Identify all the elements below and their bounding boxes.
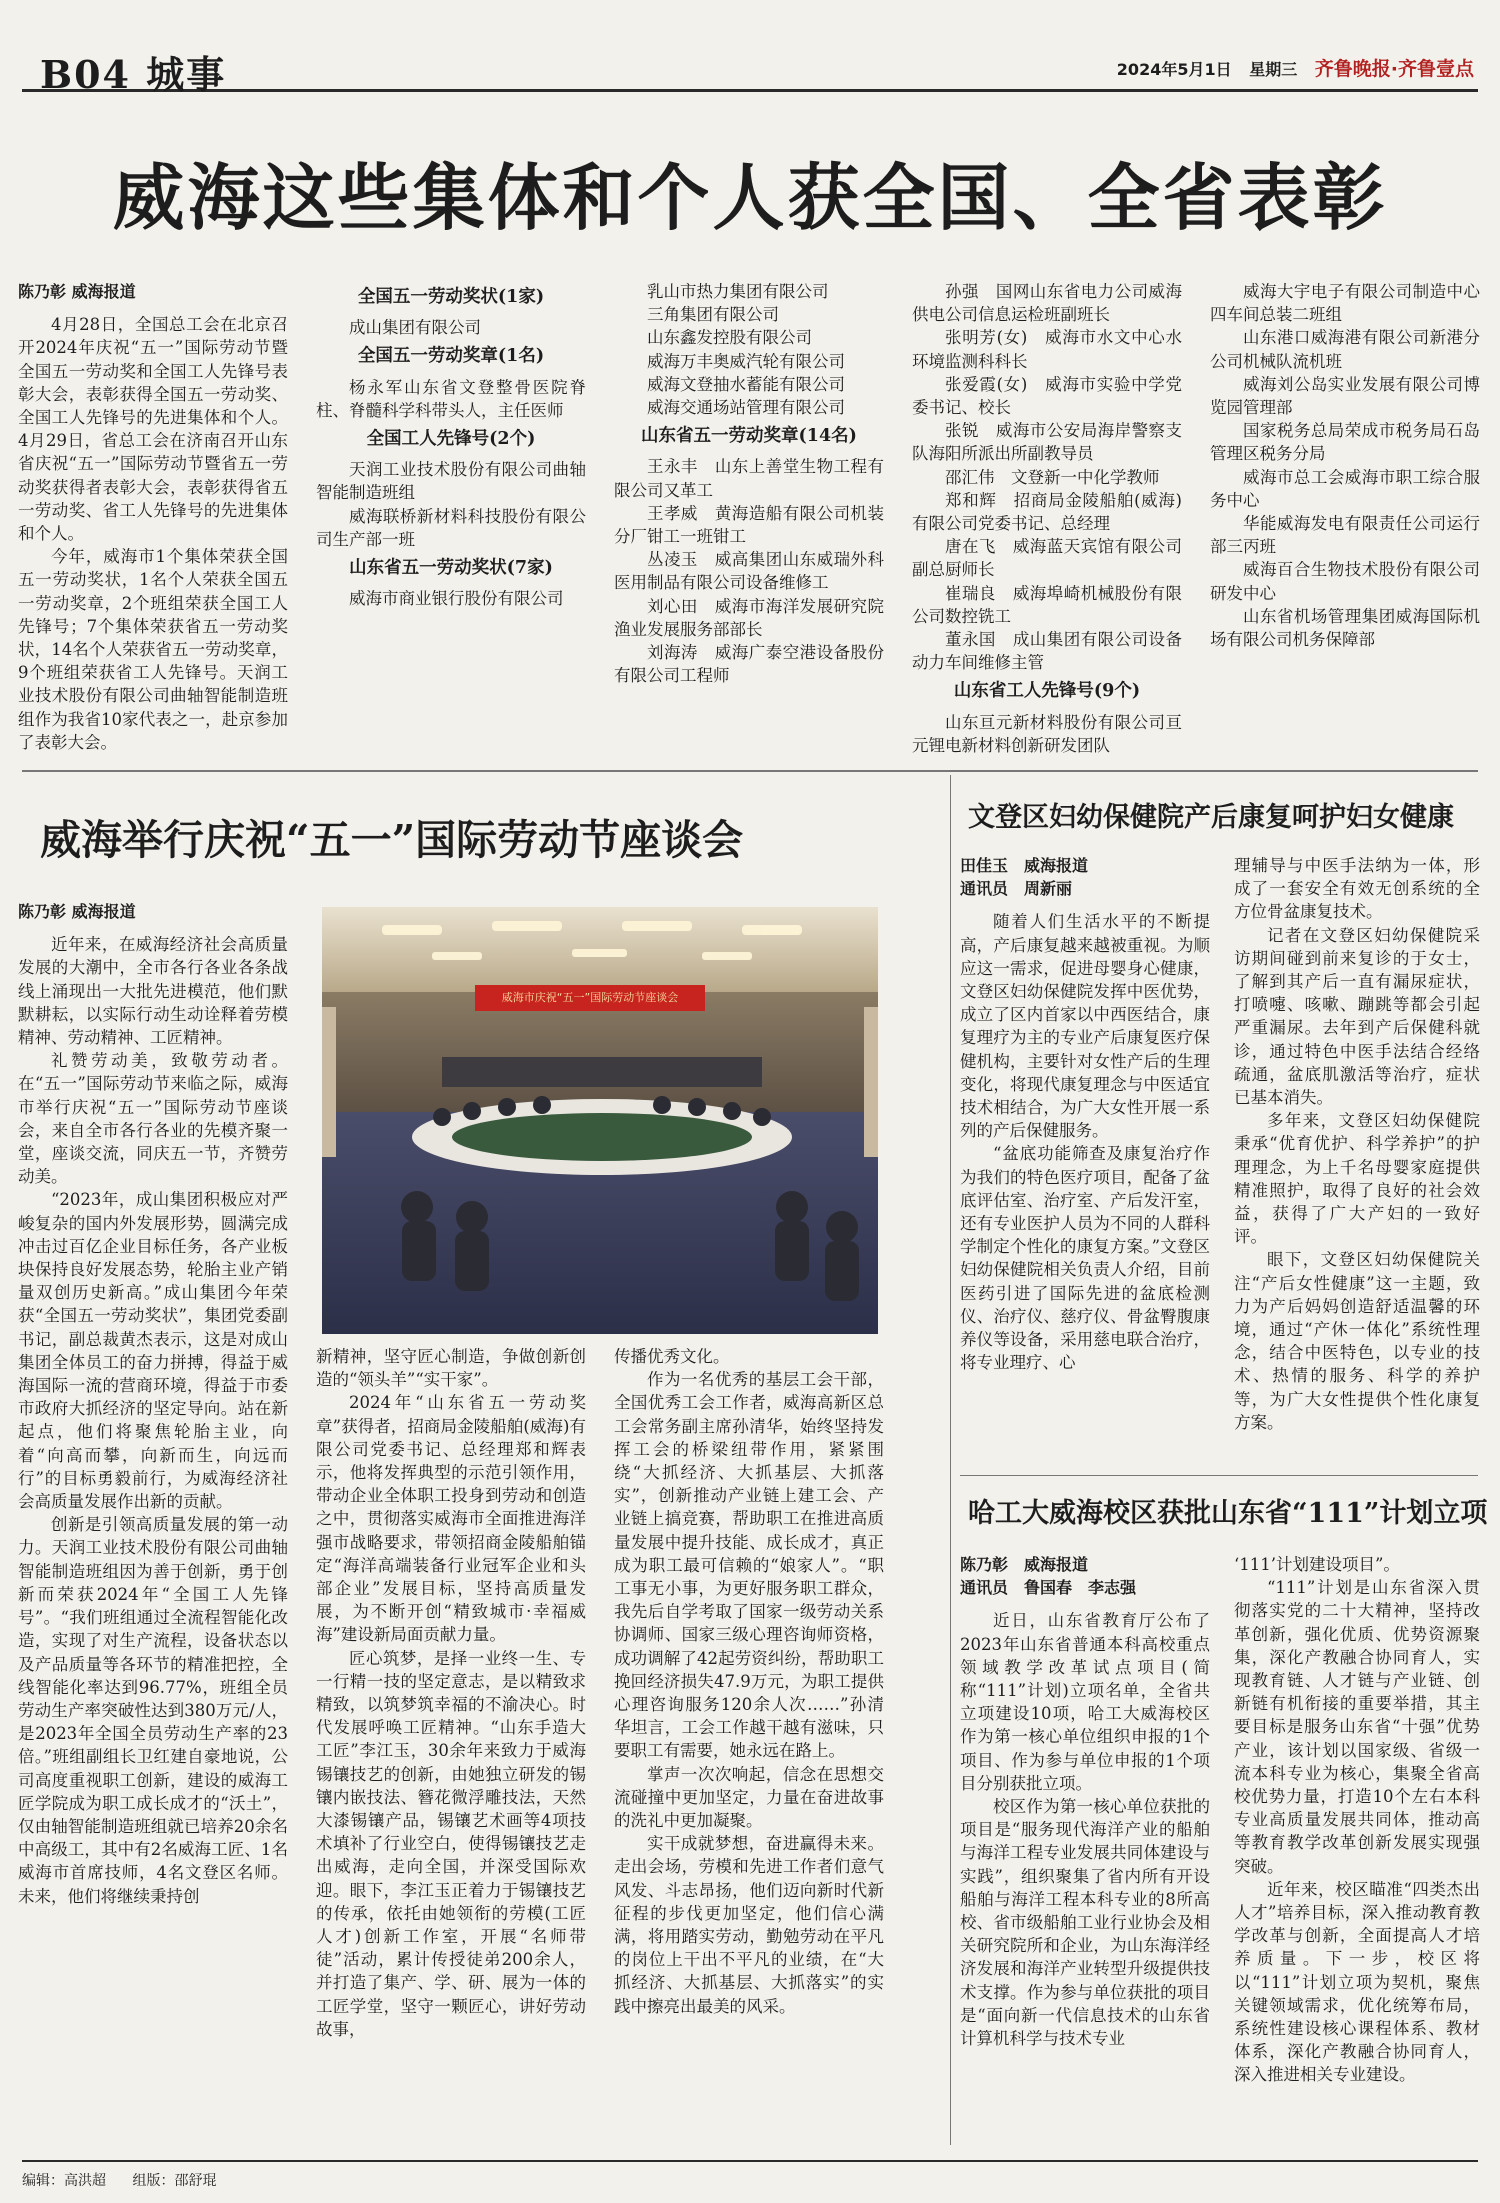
a1-byline: 陈乃彰 威海报道	[18, 282, 136, 301]
section-divider	[960, 1475, 1478, 1476]
a3-headline: 文登区妇幼保健院产后康复呵护妇女健康	[968, 802, 1454, 833]
meeting-photo-drawing	[322, 907, 878, 1334]
newspaper-logo: 齐鲁晚报·齐鲁壹点	[1314, 58, 1474, 80]
a2-paragraph: 近年来，在威海经济社会高质量发展的大潮中，全市各行各业各条战线上涌现出一大批先进模范，他们默默耕耘，以实际行动生动诠释着劳模精神、劳动精神、工匠精神。	[18, 935, 288, 1048]
a1-list-item: 威海刘公岛实业发展有限公司博览园管理部	[1210, 374, 1480, 418]
a1-list-item: 天润工业技术股份有限公司曲轴智能制造班组	[316, 460, 586, 503]
a1-list-item: 孙强 国网山东省电力公司威海供电公司信息运检班副班长	[912, 282, 1182, 325]
a1-paragraph: 今年，威海市1个集体荣获全国五一劳动奖状，1名个人荣获全国五一劳动奖章，2个班组荣获全国工人先锋号；7个集体荣获省五一劳动奖状，14名个人荣获省五一劳动奖章，9个班组荣获省工人先锋号。天润工业技术股份有限公司曲轴智能制造班组作为我省10家代表之一，赴京参加了表彰大会。	[18, 547, 288, 752]
a4-column-1	[960, 1553, 1210, 2150]
header-date-block	[1105, 54, 1474, 81]
a4-paragraph: 近日，山东省教育厅公布了2023年山东省普通本科高校重点领域教学改革试点项目(简称“111”计划)立项名单，全省共立项建设10项，哈工大威海校区作为第一核心单位组织申报的1个项目、作为参与单位申报的1个项目分别获批立项。	[960, 1611, 1210, 1793]
a1-list-item: 威海市商业银行股份有限公司	[349, 589, 564, 609]
a1-list-item: 国家税务总局荣成市税务局石岛管理区税务分局	[1210, 421, 1480, 464]
a1-list-item: 威海联桥新材料科技股份有限公司生产部一班	[316, 506, 586, 549]
footer-layout: 组版：邵舒琨	[132, 2173, 217, 2189]
a2-paragraph: 新精神，坚守匠心制造，争做创新创造的“领头羊”“实干家”。	[316, 1347, 586, 1390]
a4-paragraph: 近年来，校区瞄准“四类杰出人才”培养目标，深入推动教育教学改革与创新，全面提高人才培养质量。下一步，校区将以“111”计划立项为契机，聚焦关键领域需求，优化统筹布局，系统性建设核心课程体系、教材体系，深化产教融合协同育人，深入推进相关专业建设。	[1234, 1879, 1480, 2085]
a2-paragraph: 2024年“山东省五一劳动奖章”获得者，招商局金陵船舶(威海)有限公司党委书记、总经理郑和辉表示，他将发挥典型的示范引领作用，带动企业全体职工投身到劳动和创造之中，贯彻落实威海市全面推进海洋强市战略要求，带领招商金陵船舶锚定“海洋高端装备行业冠军企业和头部企业”发展目标，坚持高质量发展，为不断开创“精致城市·幸福威海”建设新局面贡献力量。	[316, 1393, 586, 1645]
a2-column-2	[316, 1345, 586, 2150]
a1-list-item: 华能威海发电有限责任公司运行部三丙班	[1210, 514, 1480, 557]
a2-paragraph: 匠心筑梦，是择一业终一生、专一行精一技的坚定意志，是以精致求精致，以筑梦筑幸福的不渝决心。时代发展呼唤工匠精神。“山东手造大工匠”李江玉，30余年来致力于威海锡镶技艺的创新，由她独立研发的锡镶内嵌技法、簪花微浮雕技法，天然大漆锡镶产品，锡镶艺术画等4项技术填补了行业空白，使得锡镶技艺走出威海，走向全国，并深受国际欢迎。眼下，李江玉正着力于锡镶技艺的传承，依托由她领衔的劳模(工匠人才)创新工作室，开展“名师带徒”活动，累计传授徒弟200余人，并打造了集产、学、研、展为一体的工匠学堂，坚守一颗匠心，讲好劳动故事，	[316, 1648, 586, 2039]
a1-list-item: 威海大宇电子有限公司制造中心四车间总装二班组	[1210, 282, 1480, 325]
a1-subhead: 全国工人先锋号(2个)	[366, 429, 536, 450]
a1-paragraph: 4月28日，全国总工会在北京召开2024年庆祝“五一”国际劳动节暨全国五一劳动奖和全国工人先锋号表彰大会，表彰获得全国五一劳动奖、全国工人先锋号的先进集体和个人。4月29日，省总工会在济南召开山东省庆祝“五一”国际劳动节暨省五一劳动奖获得者表彰大会，表彰获得省五一劳动奖、省工人先锋号的先进集体和个人。	[18, 315, 288, 544]
a2-paragraph: 传播优秀文化。	[614, 1347, 730, 1366]
a4-byline: 陈乃彰 威海报道	[960, 1555, 1089, 1574]
a1-column-2	[316, 280, 586, 755]
a4-headline: 哈工大威海校区获批山东省“111”计划立项	[968, 1498, 1488, 1529]
a3-column-2	[1234, 854, 1480, 1466]
a2-headline: 威海举行庆祝“五一”国际劳动节座谈会	[40, 816, 744, 864]
column-divider	[950, 775, 951, 2145]
a1-list-item: 刘心田 威海市海洋发展研究院渔业发展服务部部长	[614, 596, 884, 639]
a1-list-item: 郑和辉 招商局金陵船舶(威海)有限公司党委书记、总经理	[912, 490, 1182, 534]
issue-weekday: 星期三	[1249, 60, 1298, 79]
a1-list-item: 威海万丰奥威汽轮有限公司	[647, 351, 845, 371]
a3-paragraph: 理辅导与中医手法纳为一体，形成了一套安全有效无创系统的全方位骨盆康复技术。	[1234, 856, 1480, 922]
a1-list-item: 山东亘元新材料股份有限公司亘元锂电新材料创新研发团队	[912, 712, 1182, 755]
a4-paragraph: 校区作为第一核心单位获批的项目是“服务现代海洋产业的船舶与海洋工程专业发展共同体建设与实践”，组织聚集了省内所有开设船舶与海洋工程本科专业的8所高校、省市级船舶工业行业协会及相关研究院所和企业，为山东海洋经济发展和海洋产业转型升级提供技术支撑。作为参与单位获批的项目是“面向新一代信息技术的山东省计算机科学与技术专业	[960, 1797, 1210, 2049]
a4-byline-correspondent: 通讯员 鲁国春 李志强	[960, 1578, 1137, 1598]
a1-list-item: 威海交通场站管理有限公司	[647, 398, 845, 418]
a1-subhead: 全国五一劳动奖章(1名)	[357, 346, 545, 367]
a3-byline: 田佳玉 威海报道	[960, 856, 1089, 875]
a2-column-1	[18, 900, 288, 2150]
a1-subhead: 山东省工人先锋号(9个)	[953, 681, 1141, 702]
a3-paragraph: 记者在文登区妇幼保健院采访期间碰到前来复诊的于女士，了解到其产后一直有漏尿症状，打喷嚏、咳嗽、蹦跳等都会引起严重漏尿。去年到产后保健科就诊，通过特色中医手法结合经络疏通，盆底肌激活等治疗，症状已基本消失。	[1234, 925, 1480, 1108]
main-headline: 威海这些集体和个人获全国、全省表彰	[112, 155, 1388, 240]
a2-column-3	[614, 1345, 884, 2150]
a1-list-item: 杨永军山东省文登整骨医院脊柱、脊髓科学科带头人，主任医师	[316, 377, 586, 420]
a1-column-5	[1210, 280, 1480, 755]
a1-subhead: 全国五一劳动奖状(1家)	[357, 287, 545, 307]
footer-editor: 编辑：高洪超	[22, 2173, 106, 2189]
a3-paragraph: 多年来，文登区妇幼保健院秉承“优育优护、科学养护”的护理理念，为上千名母婴家庭提供精准照护，取得了良好的社会效益，获得了广大产妇的一致好评。	[1234, 1111, 1480, 1247]
a1-list-item: 山东省机场管理集团威海国际机场有限公司机务保障部	[1210, 606, 1480, 650]
a1-subhead: 山东省五一劳动奖状(7家)	[349, 558, 553, 579]
a3-paragraph: 随着人们生活水平的不断提高，产后康复越来越被重视。为顺应这一需求，促进母婴身心健康，文登区妇幼保健院发挥中医优势，成立了区内首家以中西医结合，康复理疗为主的专业产后康复医疗保健机构，主要针对女性产后的生理变化，将现代康复理念与中医适宜技术相结合，为广大女性开展一系列的产后保健服务。	[960, 912, 1210, 1141]
photo-banner: 威海市庆祝“五一”国际劳动节座谈会	[475, 985, 705, 1011]
a1-list-item: 刘海涛 威海广泰空港设备股份有限公司工程师	[614, 643, 884, 686]
issue-date: 2024年5月1日	[1116, 60, 1232, 79]
a1-list-item: 王孝威 黄海造船有限公司机装分厂钳工一班钳工	[614, 503, 884, 547]
a1-list-item: 山东鑫发控股有限公司	[647, 328, 812, 348]
a1-list-item: 威海文登抽水蓄能有限公司	[647, 374, 845, 394]
a4-column-2	[1234, 1553, 1480, 2150]
a1-list-item: 张爱霞(女) 威海市实验中学党委书记、校长	[912, 374, 1182, 418]
a3-column-1	[960, 854, 1210, 1466]
a1-list-item: 威海市总工会威海市职工综合服务中心	[1210, 467, 1480, 510]
section-divider	[22, 770, 1478, 772]
a1-column-1	[18, 280, 288, 755]
meeting-photo	[322, 907, 878, 1334]
a2-paragraph: 创新是引领高质量发展的第一动力。天润工业技术股份有限公司曲轴智能制造班组因为善于创新，勇于创新而荣获2024年“全国工人先锋号”。“我们班组通过全流程智能化改造，实现了对生产流程，设备状态以及产品质量等各环节的精准把控，全线智能化率达到96.77%，班组全员劳动生产率突破性达到380万元/人，是2023年全国全员劳动生产率的23倍。”班组副组长卫红建自豪地说，公司高度重视职工创新，建设的威海工匠学院成为职工成长成才的“沃土”，仅由轴智能制造班组就已培养20余名中高级工，其中有2名威海工匠、1名威海市首席技师，4名文登区名师。未来，他们将继续秉持创	[18, 1515, 288, 1906]
a1-list-item: 董永国 成山集团有限公司设备动力车间维修主管	[912, 630, 1182, 673]
a1-subhead: 山东省五一劳动奖章(14名)	[641, 426, 857, 447]
page-header	[22, 40, 1478, 97]
a1-list-item: 丛凌玉 威高集团山东威瑞外科医用制品有限公司设备维修工	[614, 550, 884, 593]
a3-paragraph: 眼下，文登区妇幼保健院关注“产后女性健康”这一主题，致力为产后妈妈创造舒适温馨的环境，通过“产休一体化”系统性理念，结合中医特色，以专业的技术、热情的服务、科学的养护等，为广大女性提供个性化康复方案。	[1234, 1250, 1480, 1432]
a2-paragraph: “2023年，成山集团积极应对严峻复杂的国内外发展形势，圆满完成冲击过百亿企业目标任务，各产业板块保持良好发展态势，轮胎主业产销量双创历史新高。”成山集团今年荣获“全国五一劳动奖状”，集团党委副书记，副总裁黄杰表示，这是对成山集团全体员工的奋力拼搏，得益于威海国际一流的营商环境，得益于市委市政府大抓经济的坚定导向。站在新起点，他们将聚焦轮胎主业，向着“向高而攀，向新而生，向远而行”的目标勇毅前行，为威海经济社会高质量发展作出新的贡献。	[18, 1190, 288, 1512]
a1-list-item: 唐在飞 威海蓝天宾馆有限公司副总厨师长	[912, 537, 1182, 580]
a2-paragraph: 作为一名优秀的基层工会干部，全国优秀工会工作者，威海高新区总工会常务副主席孙清华，始终坚持发挥工会的桥梁纽带作用，紧紧围绕“大抓经济、大抓基层、大抓落实”，创新推动产业链上建工会、产业链上搞竞赛，帮助职工在推进高质量发展中提升技能、成长成才，真正成为职工最可信赖的“娘家人”。“职工事无小事，为更好服务职工群众，我先后自学考取了国家一级劳动关系协调师、国家三级心理咨询师资格，成功调解了42起劳资纠纷，帮助职工挽回经济损失47.9万元，为职工提供心理咨询服务120余人次……”孙清华坦言，工会工作越干越有滋味，只要职工有需要，她永远在路上。	[614, 1370, 884, 1761]
a3-byline-correspondent: 通讯员 周新丽	[960, 879, 1073, 899]
a4-paragraph: “111”计划是山东省深入贯彻落实党的二十大精神，坚持改革创新，强化优质、优势资源聚集，深化产教融合协同育人，实现教育链、人才链与产业链、创新链有机衔接的重要举措，其主要目标是服务山东省“十强”优势产业，该计划以国家级、省级一流本科专业为核心，集聚全省高校优势力量，打造10个左右本科专业高质量发展共同体，推动高等教育教学改革创新发展实现强突破。	[1234, 1578, 1480, 1876]
a1-list-item: 邵汇伟 文登新一中化学教师	[945, 467, 1160, 487]
page-footer	[22, 2160, 1478, 2190]
a1-list-item: 三角集团有限公司	[647, 305, 779, 325]
a1-column-3	[614, 280, 884, 755]
a1-list-item: 成山集团有限公司	[349, 318, 481, 338]
a2-paragraph: 掌声一次次响起，信念在思想交流碰撞中更加坚定，力量在奋进故事的洗礼中更加凝聚。	[614, 1764, 884, 1831]
a1-list-item: 威海百合生物技术股份有限公司研发中心	[1210, 560, 1480, 603]
a2-paragraph: 实干成就梦想，奋进赢得未来。走出会场，劳模和先进工作者们意气风发、斗志昂扬，他们迈向新时代新征程的步伐更加坚定，他们信心满满，将用踏实劳动，勤勉劳动在平凡的岗位上干出不平凡的业绩，在“大抓经济、大抓基层、大抓落实”的实践中擦亮出最美的风采。	[614, 1834, 884, 2016]
a1-list-item: 崔瑞良 威海埠崎机械股份有限公司数控铣工	[912, 583, 1182, 626]
a1-list-item: 张锐 威海市公安局海岸警察支队海阳所派出所副教导员	[912, 421, 1182, 464]
a2-byline: 陈乃彰 威海报道	[18, 902, 136, 921]
a1-list-item: 张明芳(女) 威海市水文中心水环境监测科科长	[912, 328, 1182, 371]
page-section-label: B04 城事	[40, 52, 227, 97]
a1-list-item: 王永丰 山东上善堂生物工程有限公司又革工	[614, 457, 884, 500]
a2-paragraph: 礼赞劳动美，致敬劳动者。在“五一”国际劳动节来临之际，威海市举行庆祝“五一”国际劳动节座谈会，来自全市各行各业的先模齐聚一堂，座谈交流，同庆五一节，齐赞劳动美。	[18, 1051, 288, 1187]
a4-paragraph: ‘111’计划建设项目”。	[1234, 1555, 1400, 1574]
a1-column-4	[912, 280, 1182, 755]
a3-paragraph: “盆底功能筛查及康复治疗作为我们的特色医疗项目，配备了盆底评估室、治疗室、产后发汗室，还有专业医护人员为不同的人群科学制定个性化的康复方案。”文登区妇幼保健院相关负责人介绍，目前医药引进了国际先进的盆底检测仪、治疗仪、慈疗仪、骨盆臀腹康养仪等设备，采用慈电联合治疗，将专业理疗、心	[960, 1144, 1210, 1373]
a1-list-item: 山东港口威海港有限公司新港分公司机械队流机班	[1210, 328, 1480, 371]
a1-list-item: 乳山市热力集团有限公司	[647, 282, 829, 301]
